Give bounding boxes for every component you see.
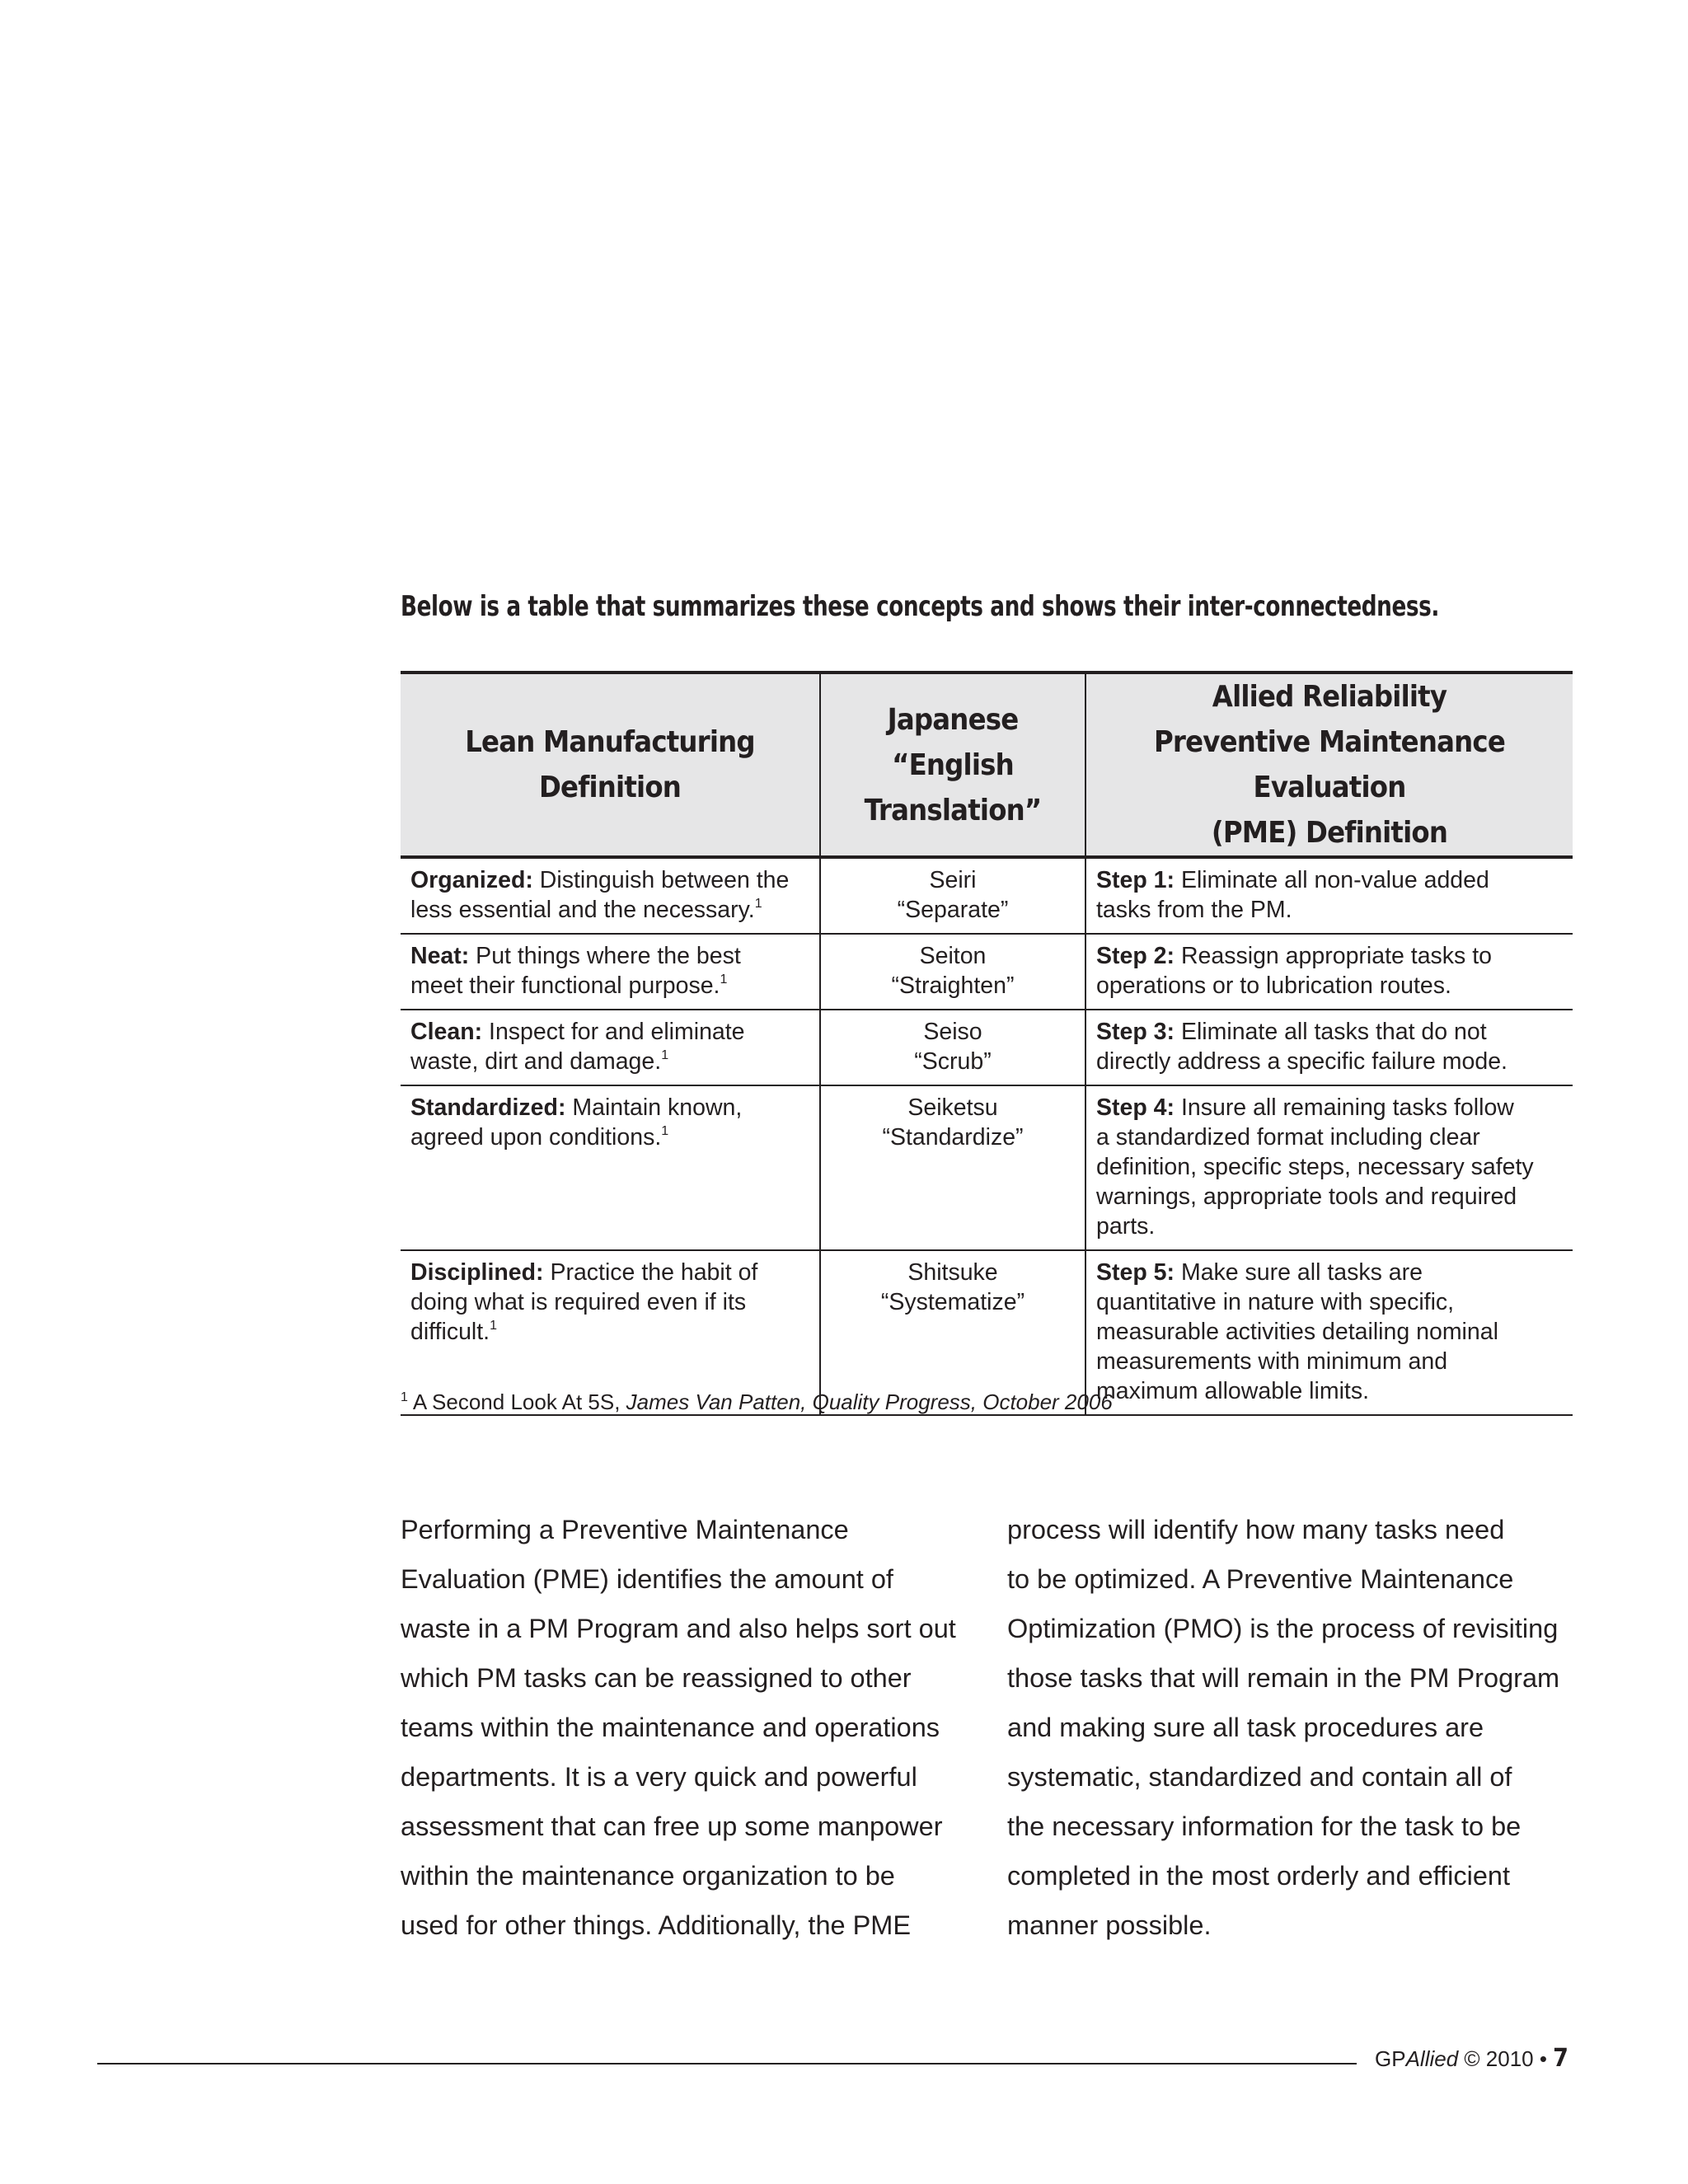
pme-definition-text: parts. [1096,1213,1156,1240]
footnote-marker: 1 [490,1319,498,1333]
japanese-term: Seiketsu [907,1094,998,1121]
lean-definition-text: less essential and the necessary. [410,897,755,923]
lean-definition-text: Distinguish between the [532,867,790,893]
lean-definition-text: Practice the habit of [543,1259,758,1286]
body-line: systematic, standardized and contain all of [1007,1762,1512,1792]
body-line: Optimization (PMO) is the process of revisiting [1007,1614,1559,1643]
lean-definition-text: Maintain known, [565,1094,743,1121]
lean-pme-table [401,671,1573,1416]
header-line: Lean Manufacturing Definition [465,725,755,804]
table-row [401,1085,1573,1250]
japanese-term: Seiri [929,867,977,893]
table-row [401,934,1573,1010]
lean-definition-text: Put things where the best [469,943,741,969]
lean-term: Organized: [410,867,533,893]
footnote-marker: 1 [754,897,762,911]
pme-definition-text: Eliminate all non-value added [1175,867,1489,893]
japanese-term-cell [820,857,1085,934]
header-line: Japanese [887,702,1019,737]
lean-definition-cell [401,934,820,1010]
body-line: assessment that can free up some manpower [401,1811,943,1841]
japanese-term-cell [820,1010,1085,1085]
pme-definition-text: operations or to lubrication routes. [1096,972,1451,999]
body-line: to be optimized. A Preventive Maintenance [1007,1564,1514,1594]
pme-definition-cell [1085,1010,1573,1085]
pme-definition-text: Eliminate all tasks that do not [1175,1019,1487,1045]
header-line: (PME) Definition [1211,816,1448,850]
japanese-term: Shitsuke [907,1259,998,1286]
lean-term: Disciplined: [410,1259,544,1286]
pme-definition-text: measurable activities detailing nominal [1096,1319,1498,1345]
lean-definition-text: agreed upon conditions. [410,1124,662,1151]
pme-definition-cell [1085,1085,1573,1250]
lean-term: Neat: [410,943,470,969]
pme-definition-text: maximum allowable limits. [1096,1378,1369,1404]
pme-definition-cell [1085,934,1573,1010]
pme-definition-cell [1085,1250,1573,1415]
lean-definition-cell [401,1010,820,1085]
footer-divider [97,2063,1357,2064]
body-line: those tasks that will remain in the PM Program [1007,1663,1560,1693]
pme-definition-text: Make sure all tasks are [1175,1259,1423,1286]
table-footnote [401,1390,1113,1415]
body-line: departments. It is a very quick and powerful [401,1762,917,1792]
table-header [401,673,1573,857]
pme-definition-text: tasks from the PM. [1096,897,1292,923]
footnote-marker: 1 [661,1048,669,1062]
lean-definition-text: difficult. [410,1319,490,1345]
lean-definition-text: waste, dirt and damage. [410,1048,662,1075]
body-line: manner possible. [1007,1910,1212,1940]
body-text-right-column [1007,1505,1584,1950]
table-row [401,857,1573,934]
header-japanese-translation [820,673,1085,857]
pme-definition-text: Insure all remaining tasks follow [1175,1094,1514,1121]
header-line: “English Translation” [864,748,1042,827]
lean-term: Clean: [410,1019,483,1045]
body-line: Evaluation (PME) identifies the amount of [401,1564,893,1594]
header-line: Preventive Maintenance Evaluation [1153,725,1505,804]
step-label: Step 3: [1096,1019,1175,1045]
table-intro-heading: Below is a table that summarizes these concepts and shows their inter-connectedness. [401,590,1439,623]
body-line: Performing a Preventive Maintenance [401,1515,849,1544]
lean-definition-cell [401,857,820,934]
pme-definition-text: Reassign appropriate tasks to [1175,943,1492,969]
body-line: which PM tasks can be reassigned to other [401,1663,912,1693]
lean-definition-text: Inspect for and eliminate [482,1019,745,1045]
pme-definition-text: a standardized format including clear [1096,1124,1480,1151]
body-line: process will identify how many tasks need [1007,1515,1505,1544]
footer-copyright: © 2010 • [1458,2046,1554,2071]
lean-definition-text: doing what is required even if its [410,1289,747,1315]
body-line: used for other things. Additionally, the PME [401,1910,912,1940]
footer-brand-allied: Allied [1405,2046,1459,2071]
footer-brand-gp: GP [1375,2046,1406,2071]
japanese-term-cell [820,934,1085,1010]
english-translation: “Scrub” [914,1048,992,1075]
footnote-text: A Second Look At 5S, [412,1390,626,1414]
english-translation: “Standardize” [882,1124,1024,1151]
header-lean-definition [401,673,820,857]
lean-definition-cell [401,1085,820,1250]
japanese-term-cell [820,1085,1085,1250]
step-label: Step 5: [1096,1259,1175,1286]
body-line: completed in the most orderly and efficient [1007,1861,1511,1891]
english-translation: “Separate” [897,897,1009,923]
step-label: Step 1: [1096,867,1175,893]
header-line: Allied Reliability [1212,680,1447,714]
page-footer [1375,2044,1568,2073]
step-label: Step 2: [1096,943,1175,969]
table-row [401,1010,1573,1085]
footnote-marker: 1 [661,1124,669,1138]
pme-definition-text: directly address a specific failure mode. [1096,1048,1507,1075]
header-pme-definition [1085,673,1573,857]
english-translation: “Systematize” [880,1289,1025,1315]
lean-definition-text: meet their functional purpose. [410,972,720,999]
japanese-term: Seiso [923,1019,982,1045]
pme-definition-text: measurements with minimum and [1096,1348,1448,1375]
body-line: teams within the maintenance and operations [401,1713,940,1742]
footnote-number: 1 [401,1390,408,1404]
body-line: and making sure all task procedures are [1007,1713,1484,1742]
pme-definition-text: quantitative in nature with specific, [1096,1289,1455,1315]
english-translation: “Straighten” [891,972,1015,999]
body-line: within the maintenance organization to be [401,1861,895,1891]
step-label: Step 4: [1096,1094,1175,1121]
pme-definition-cell [1085,857,1573,934]
lean-term: Standardized: [410,1094,566,1121]
footnote-source: James Van Patten, Quality Progress, October 2006 [626,1390,1113,1414]
page-number: 7 [1553,2044,1568,2073]
body-line: the necessary information for the task to be [1007,1811,1522,1841]
pme-definition-text: warnings, appropriate tools and required [1096,1183,1517,1210]
body-text-left-column [401,1505,978,1950]
footnote-marker: 1 [720,972,728,987]
japanese-term: Seiton [919,943,987,969]
pme-definition-text: definition, specific steps, necessary safety [1096,1154,1534,1180]
body-line: waste in a PM Program and also helps sort out [401,1614,956,1643]
